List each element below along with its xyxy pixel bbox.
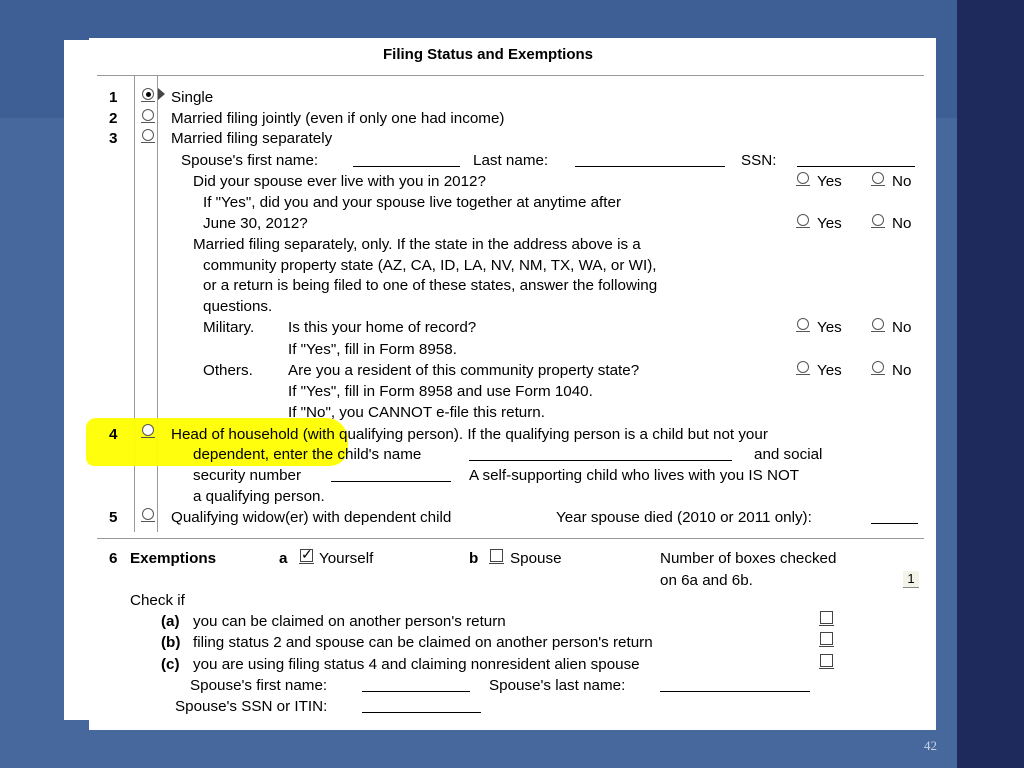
label-security-number: security number	[193, 467, 302, 484]
label-exempt-spouse-last: Spouse's last name:	[489, 677, 626, 694]
label-others: Others.	[203, 362, 253, 379]
checkbox-spouse[interactable]	[490, 549, 503, 562]
slide-right-bar	[957, 0, 1024, 768]
divider-exemptions	[97, 538, 924, 539]
checkbox-check-a[interactable]	[820, 611, 833, 624]
label-others-yes: Yes	[817, 362, 842, 379]
radio-single[interactable]	[142, 88, 154, 100]
exemption-b-letter: b	[469, 550, 479, 567]
label-spouse: Spouse	[510, 550, 562, 567]
radio-military-no[interactable]	[872, 318, 884, 330]
question-lived-together-line1: If "Yes", did you and your spouse live together at anytime after	[203, 194, 621, 211]
slide-number: 42	[924, 738, 937, 753]
question-military: Is this your home of record?	[288, 319, 477, 336]
form-sheet-edge	[64, 40, 89, 720]
radio-married-separately[interactable]	[142, 129, 154, 141]
radio-others-no[interactable]	[872, 361, 884, 373]
input-exempt-spouse-first[interactable]	[362, 691, 470, 692]
check-a-text: you can be claimed on another person's return	[193, 613, 506, 630]
question-others: Are you a resident of this community property state?	[288, 362, 640, 379]
pointer-icon	[158, 88, 165, 100]
checkbox-check-c[interactable]	[820, 654, 833, 667]
row-number-6: 6	[109, 550, 118, 567]
label-ssn: SSN:	[741, 152, 777, 169]
note-mfs-line1: Married filing separately, only. If the state in the address above is a	[193, 236, 641, 253]
label-and-social: and social	[754, 446, 823, 463]
exemptions-heading: Exemptions	[130, 550, 217, 567]
check-b-text: filing status 2 and spouse can be claimed on another person's return	[193, 634, 653, 651]
row-number-5: 5	[109, 509, 118, 526]
label-check-if: Check if	[130, 592, 185, 609]
check-b-letter: (b)	[161, 634, 181, 651]
exemption-a-letter: a	[279, 550, 288, 567]
label-q2-yes: Yes	[817, 215, 842, 232]
input-spouse-first-name[interactable]	[353, 166, 460, 167]
label-military-no: No	[892, 319, 912, 336]
label-qualifying-widow: Qualifying widow(er) with dependent child	[171, 509, 452, 526]
note-others-no: If "No", you CANNOT e-file this return.	[288, 404, 545, 421]
label-year-spouse-died: Year spouse died (2010 or 2011 only):	[556, 509, 812, 526]
input-child-name[interactable]	[469, 460, 732, 461]
label-q2-no: No	[892, 215, 912, 232]
label-last-name: Last name:	[473, 152, 549, 169]
label-married-jointly: Married filing jointly (even if only one had income)	[171, 110, 505, 127]
question-lived-together-line2: June 30, 2012?	[203, 215, 308, 232]
note-others-yes: If "Yes", fill in Form 8958 and use Form 1040.	[288, 383, 593, 400]
note-qualifying-person: a qualifying person.	[193, 488, 325, 505]
label-single: Single	[171, 89, 214, 106]
boxes-checked-value: 1	[903, 571, 919, 588]
input-year-spouse-died[interactable]	[871, 523, 918, 524]
divider-top	[97, 75, 924, 76]
note-mfs-line4: questions.	[203, 298, 273, 315]
input-spouse-last-name[interactable]	[575, 166, 725, 167]
label-exempt-spouse-ssn: Spouse's SSN or ITIN:	[175, 698, 328, 715]
input-child-ssn[interactable]	[331, 481, 451, 482]
checkmark-icon: ✓	[301, 546, 313, 562]
input-spouse-ssn[interactable]	[797, 166, 915, 167]
label-married-separately: Married filing separately	[171, 130, 333, 147]
question-spouse-lived: Did your spouse ever live with you in 2012?	[193, 173, 486, 190]
label-child-name: dependent, enter the child's name	[193, 446, 422, 463]
input-exempt-spouse-last[interactable]	[660, 691, 810, 692]
check-c-letter: (c)	[161, 656, 180, 673]
note-mfs-line3: or a return is being filed to one of these states, answer the following	[203, 277, 658, 294]
row-number-1: 1	[109, 89, 118, 106]
check-a-letter: (a)	[161, 613, 180, 630]
radio-military-yes[interactable]	[797, 318, 809, 330]
form-title: Filing Status and Exemptions	[383, 46, 594, 63]
label-military-yes: Yes	[817, 319, 842, 336]
label-boxes-checked-2: on 6a and 6b.	[660, 572, 753, 589]
note-mfs-line2: community property state (AZ, CA, ID, LA, NV, NM, TX, WA, or WI),	[203, 257, 657, 274]
note-military: If "Yes", fill in Form 8958.	[288, 341, 457, 358]
label-spouse-first-name: Spouse's first name:	[181, 152, 319, 169]
radio-q2-no[interactable]	[872, 214, 884, 226]
radio-head-of-household[interactable]	[142, 424, 154, 436]
label-boxes-checked-1: Number of boxes checked	[660, 550, 837, 567]
radio-qualifying-widow[interactable]	[142, 508, 154, 520]
radio-married-jointly[interactable]	[142, 109, 154, 121]
radio-q2-yes[interactable]	[797, 214, 809, 226]
check-c-text: you are using filing status 4 and claiming nonresident alien spouse	[193, 656, 640, 673]
row-number-3: 3	[109, 130, 118, 147]
input-exempt-spouse-ssn[interactable]	[362, 712, 481, 713]
checkbox-yourself[interactable]	[300, 546, 313, 562]
label-q1-no: No	[892, 173, 912, 190]
label-others-no: No	[892, 362, 912, 379]
radio-others-yes[interactable]	[797, 361, 809, 373]
label-head-of-household: Head of household (with qualifying person). If the qualifying person is a child but not your	[171, 426, 768, 443]
label-military: Military.	[203, 319, 255, 336]
label-yourself: Yourself	[319, 550, 374, 567]
radio-q1-yes[interactable]	[797, 172, 809, 184]
note-self-supporting: A self-supporting child who lives with you IS NOT	[469, 467, 800, 484]
row-number-4: 4	[109, 426, 118, 443]
label-exempt-spouse-first: Spouse's first name:	[190, 677, 328, 694]
radio-q1-no[interactable]	[872, 172, 884, 184]
label-q1-yes: Yes	[817, 173, 842, 190]
row-number-2: 2	[109, 110, 118, 127]
checkbox-check-b[interactable]	[820, 632, 833, 645]
